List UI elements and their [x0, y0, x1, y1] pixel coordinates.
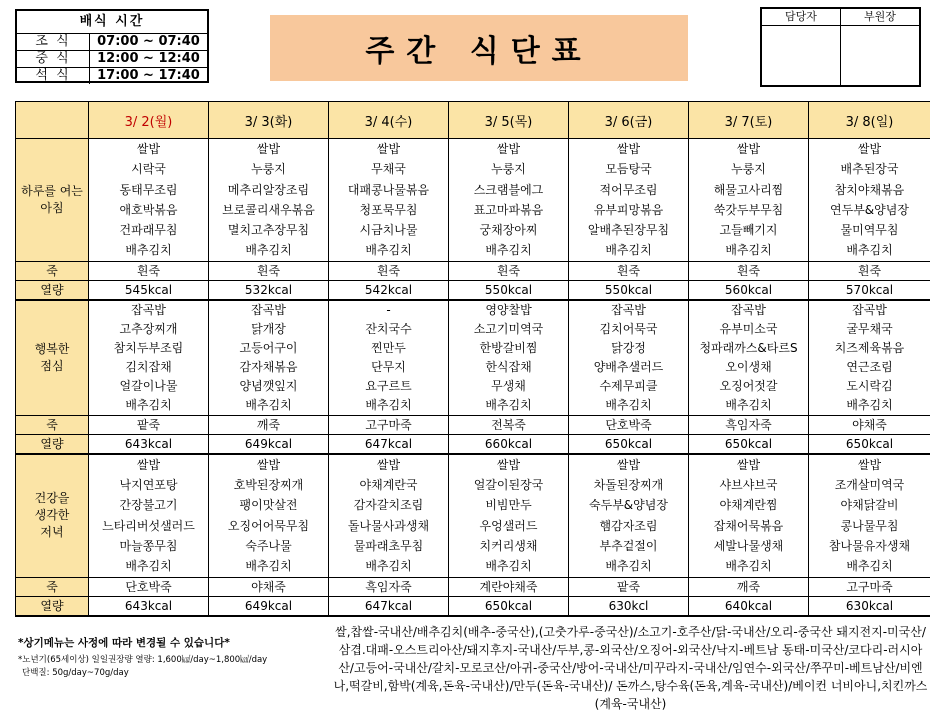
menu-item: 치커리생채 — [449, 536, 568, 556]
protein-info: 단백질: 50g/day~70g/day — [18, 667, 338, 680]
porridge-cell: 야채죽 — [809, 415, 930, 434]
meal-time-value: 12:00 ~ 12:40 — [90, 51, 207, 67]
calorie-cell: 630kcal — [809, 596, 930, 616]
porridge-cell: 전복죽 — [449, 415, 569, 434]
menu-item: 누룽지 — [449, 159, 568, 179]
menu-item: 요구르트 — [329, 377, 448, 396]
lunch-calorie-row — [16, 434, 930, 454]
menu-item: 단무지 — [329, 358, 448, 377]
menu-item: 배추김치 — [809, 556, 930, 576]
menu-item: 쌀밥 — [569, 139, 688, 159]
menu-item: 호박된장찌개 — [209, 475, 328, 495]
dinner-menu-row — [16, 454, 930, 577]
menu-item: 쌀밥 — [209, 139, 328, 159]
meal-time-value: 07:00 ~ 07:40 — [90, 34, 207, 50]
change-notice: *상기메뉴는 사정에 따라 변경될 수 있습니다* — [18, 636, 338, 650]
meal-cell — [89, 454, 209, 577]
meal-cell — [809, 454, 930, 577]
calorie-label: 열량 — [16, 280, 89, 300]
menu-item: 배추김치 — [809, 240, 930, 260]
day-header: 3/ 4(수) — [329, 102, 449, 139]
porridge-cell: 흰죽 — [569, 261, 689, 280]
meal-time-name: 석 식 — [17, 68, 90, 84]
menu-item: 쑥갓두부무침 — [689, 200, 808, 220]
porridge-cell: 야채죽 — [209, 577, 329, 596]
menu-item: 배추김치 — [569, 556, 688, 576]
menu-item: 굴무채국 — [809, 320, 930, 339]
porridge-cell: 단호박죽 — [569, 415, 689, 434]
menu-item: 멸치고추장무침 — [209, 220, 328, 240]
menu-item: 한식잡채 — [449, 358, 568, 377]
calorie-label: 열량 — [16, 596, 89, 616]
menu-item: 메추리알장조림 — [209, 180, 328, 200]
menu-item: 배추김치 — [449, 396, 568, 415]
menu-item: 무채국 — [329, 159, 448, 179]
menu-item: 쌀밥 — [89, 139, 208, 159]
menu-item: 치즈제육볶음 — [809, 339, 930, 358]
menu-item: 배추김치 — [569, 396, 688, 415]
meal-time-title: 배식 시간 — [17, 11, 207, 34]
meal-cell — [449, 300, 569, 416]
menu-item: 잡곡밥 — [569, 301, 688, 320]
menu-item: 야채계란찜 — [689, 495, 808, 515]
menu-item: 우엉샐러드 — [449, 516, 568, 536]
calorie-cell: 643kcal — [89, 596, 209, 616]
menu-item: 콩나물무침 — [809, 516, 930, 536]
lunch-porridge-row — [16, 415, 930, 434]
meal-cell — [89, 300, 209, 416]
menu-item: 오이생채 — [689, 358, 808, 377]
menu-item: 시금치나물 — [329, 220, 448, 240]
menu-item: 배추김치 — [809, 396, 930, 415]
calorie-cell: 560kcal — [689, 280, 809, 300]
origin-info: 쌀,찹쌀-국내산/배추김치(배추-중국산),(고춧가루-중국산)/소고기-호주산/닭-국내산/오리-중국산 돼지전지-미국산/삼겹.대패-오스트리아산/돼지후지-국내산/두부,콩-외국산/오징어-외국산/낙지-베트남 동태-미국산/코다리-러시아산/고등어-국내산/갈치-모로코산/아귀-중국산/방어-국내산/미꾸라지-국내산/임연수-외국산/쭈꾸미-베트남산/비엔나,떡갈비,함박(계육,돈육-국내산)/만두(돈육-국내산)/ 돈까스,탕수육(돈육,계육-국내산)/베이컨 너비아니,치킨까스(계육-국내산) — [333, 623, 928, 713]
meal-cell — [329, 300, 449, 416]
meal-cell — [809, 139, 930, 262]
menu-item: 세발나물생채 — [689, 536, 808, 556]
calorie-cell: 643kcal — [89, 434, 209, 454]
meal-cell — [569, 300, 689, 416]
breakfast-porridge-row — [16, 261, 930, 280]
menu-item: 닭강정 — [569, 339, 688, 358]
meal-time-value: 17:00 ~ 17:40 — [90, 68, 207, 84]
calorie-cell: 649kcal — [209, 596, 329, 616]
menu-item: 오징어젓갈 — [689, 377, 808, 396]
breakfast-section-label: 하루를 여는 아침 — [16, 139, 89, 262]
menu-item: 연두부&양념장 — [809, 200, 930, 220]
breakfast-menu-row — [16, 139, 930, 262]
day-header: 3/ 7(토) — [689, 102, 809, 139]
meal-time-name: 중 식 — [17, 51, 90, 67]
meal-cell — [809, 300, 930, 416]
menu-item: 브로콜리새우볶음 — [209, 200, 328, 220]
porridge-cell: 흑임자죽 — [329, 577, 449, 596]
menu-item: 찐만두 — [329, 339, 448, 358]
menu-item: 배추김치 — [89, 556, 208, 576]
menu-item: 누룽지 — [209, 159, 328, 179]
menu-item: 쌀밥 — [209, 455, 328, 475]
calorie-cell: 647kcal — [329, 434, 449, 454]
menu-item: 숙주나물 — [209, 536, 328, 556]
menu-item: 배추된장국 — [809, 159, 930, 179]
meal-cell — [209, 139, 329, 262]
menu-item: 김치어묵국 — [569, 320, 688, 339]
menu-item: 고들빼기지 — [689, 220, 808, 240]
menu-item: 숙두부&양념장 — [569, 495, 688, 515]
porridge-cell: 팥죽 — [569, 577, 689, 596]
porridge-cell: 흰죽 — [329, 261, 449, 280]
menu-item: 고추장찌개 — [89, 320, 208, 339]
menu-item: 스크램블에그 — [449, 180, 568, 200]
menu-item: 팽이맛살전 — [209, 495, 328, 515]
menu-item: 배추김치 — [89, 240, 208, 260]
menu-item: 잡곡밥 — [209, 301, 328, 320]
meal-cell — [569, 139, 689, 262]
menu-item: 마늘쫑무침 — [89, 536, 208, 556]
meal-cell — [449, 139, 569, 262]
menu-item: 비빔만두 — [449, 495, 568, 515]
day-header: 3/ 5(목) — [449, 102, 569, 139]
calorie-cell: 545kcal — [89, 280, 209, 300]
porridge-cell: 흰죽 — [89, 261, 209, 280]
menu-item: 해물고사리찜 — [689, 180, 808, 200]
menu-item: 물파래초무침 — [329, 536, 448, 556]
menu-item: 잡곡밥 — [89, 301, 208, 320]
menu-item: 배추김치 — [689, 396, 808, 415]
menu-item: 쌀밥 — [569, 455, 688, 475]
menu-item: 영양찰밥 — [449, 301, 568, 320]
menu-item: 쌀밥 — [329, 139, 448, 159]
menu-item: 청포묵무침 — [329, 200, 448, 220]
menu-item: 알배추된장무침 — [569, 220, 688, 240]
approval-vice-director-label: 부원장 — [841, 9, 919, 26]
menu-item: 배추김치 — [449, 556, 568, 576]
menu-item: 쌀밥 — [689, 139, 808, 159]
day-header: 3/ 2(월) — [89, 102, 209, 139]
menu-item: 대패콩나물볶음 — [329, 180, 448, 200]
porridge-cell: 흰죽 — [689, 261, 809, 280]
menu-item: 시락국 — [89, 159, 208, 179]
meal-cell — [209, 454, 329, 577]
menu-item: 배추김치 — [569, 240, 688, 260]
menu-item: 유부미소국 — [689, 320, 808, 339]
day-header: 3/ 6(금) — [569, 102, 689, 139]
weekly-menu-table — [15, 101, 930, 617]
menu-item: 무생채 — [449, 377, 568, 396]
approval-vice-director-column — [841, 9, 919, 85]
calorie-cell: 647kcal — [329, 596, 449, 616]
menu-item: 배추김치 — [209, 556, 328, 576]
menu-item: 물미역무침 — [809, 220, 930, 240]
menu-item: 햄감자조림 — [569, 516, 688, 536]
calorie-cell: 649kcal — [209, 434, 329, 454]
menu-item: 한방갈비찜 — [449, 339, 568, 358]
menu-item: 김치잡채 — [89, 358, 208, 377]
calorie-cell: 630kcl — [569, 596, 689, 616]
menu-item: 간장불고기 — [89, 495, 208, 515]
menu-item: 참나물유자생채 — [809, 536, 930, 556]
menu-item: 양배추샐러드 — [569, 358, 688, 377]
menu-item: 조개살미역국 — [809, 475, 930, 495]
meal-cell — [89, 139, 209, 262]
meal-cell — [329, 139, 449, 262]
meal-cell — [209, 300, 329, 416]
menu-item: 참치두부조림 — [89, 339, 208, 358]
porridge-cell: 팥죽 — [89, 415, 209, 434]
menu-item: 쌀밥 — [329, 455, 448, 475]
menu-item: 야채닭갈비 — [809, 495, 930, 515]
calorie-label: 열량 — [16, 434, 89, 454]
porridge-label: 죽 — [16, 415, 89, 434]
day-header: 3/ 8(일) — [809, 102, 930, 139]
menu-item: 청파래까스&타르S — [689, 339, 808, 358]
porridge-cell: 단호박죽 — [89, 577, 209, 596]
calorie-cell: 640kcal — [689, 596, 809, 616]
menu-item: 연근조림 — [809, 358, 930, 377]
lunch-menu-row — [16, 300, 930, 416]
porridge-label: 죽 — [16, 261, 89, 280]
calorie-cell: 650kcal — [689, 434, 809, 454]
meal-cell — [689, 300, 809, 416]
meal-cell — [689, 454, 809, 577]
notes-block — [18, 636, 338, 680]
menu-item: 야채계란국 — [329, 475, 448, 495]
menu-item: 쌀밥 — [689, 455, 808, 475]
meal-cell — [449, 454, 569, 577]
menu-item: 적어무조림 — [569, 180, 688, 200]
menu-item: 쌀밥 — [809, 139, 930, 159]
menu-item: 샤브샤브국 — [689, 475, 808, 495]
day-header-row — [16, 102, 930, 139]
porridge-cell: 고구마죽 — [809, 577, 930, 596]
menu-item: 감자갈치조림 — [329, 495, 448, 515]
menu-item: 느타리버섯샐러드 — [89, 516, 208, 536]
menu-item: 유부피망볶음 — [569, 200, 688, 220]
porridge-label: 죽 — [16, 577, 89, 596]
approval-manager-label: 담당자 — [762, 9, 840, 26]
breakfast-calorie-row — [16, 280, 930, 300]
porridge-cell: 흰죽 — [809, 261, 930, 280]
menu-item: 배추김치 — [209, 396, 328, 415]
menu-item: 모듬탕국 — [569, 159, 688, 179]
calorie-cell: 550kcal — [569, 280, 689, 300]
porridge-cell: 흑임자죽 — [689, 415, 809, 434]
meal-cell — [329, 454, 449, 577]
menu-item: 쌀밥 — [809, 455, 930, 475]
menu-item: 잡곡밥 — [689, 301, 808, 320]
calorie-cell: 650kcal — [449, 596, 569, 616]
calorie-cell: 570kcal — [809, 280, 930, 300]
menu-item: 잡채어묵볶음 — [689, 516, 808, 536]
porridge-cell: 흰죽 — [449, 261, 569, 280]
menu-item: 배추김치 — [449, 240, 568, 260]
calorie-cell: 650kcal — [569, 434, 689, 454]
meal-cell — [689, 139, 809, 262]
menu-item: 건파래무침 — [89, 220, 208, 240]
menu-item: 배추김치 — [689, 240, 808, 260]
approval-manager-column — [762, 9, 841, 85]
calorie-info: *노년기(65세이상) 일일권장량 열량: 1,600㎉/day~1,800㎉/day — [18, 654, 338, 667]
menu-item: 차돌된장찌개 — [569, 475, 688, 495]
calorie-cell: 660kcal — [449, 434, 569, 454]
page-title: 주간 식단표 — [270, 15, 688, 81]
meal-time-box — [15, 9, 209, 83]
menu-item: 잔치국수 — [329, 320, 448, 339]
calorie-cell: 650kcal — [809, 434, 930, 454]
menu-item: 양념깻잎지 — [209, 377, 328, 396]
dinner-calorie-row — [16, 596, 930, 616]
porridge-cell: 계란야채죽 — [449, 577, 569, 596]
porridge-cell: 깨죽 — [209, 415, 329, 434]
day-header: 3/ 3(화) — [209, 102, 329, 139]
meal-time-row-breakfast — [17, 34, 207, 51]
calorie-cell: 542kcal — [329, 280, 449, 300]
menu-item: 도시락김 — [809, 377, 930, 396]
meal-time-row-lunch — [17, 51, 207, 68]
menu-item: 배추김치 — [209, 240, 328, 260]
menu-item: 누룽지 — [689, 159, 808, 179]
menu-item: 고등어구이 — [209, 339, 328, 358]
menu-item: 표고마파볶음 — [449, 200, 568, 220]
menu-item: 닭개장 — [209, 320, 328, 339]
menu-item: 쌀밥 — [89, 455, 208, 475]
menu-item: 배추김치 — [689, 556, 808, 576]
menu-item: 쌀밥 — [449, 455, 568, 475]
approval-box — [760, 7, 921, 87]
menu-item: 배추김치 — [329, 556, 448, 576]
menu-item: 얼갈이나물 — [89, 377, 208, 396]
menu-item: - — [329, 301, 448, 320]
meal-cell — [569, 454, 689, 577]
menu-item: 오징어어묵무침 — [209, 516, 328, 536]
menu-item: 얼갈이된장국 — [449, 475, 568, 495]
porridge-cell: 흰죽 — [209, 261, 329, 280]
menu-item: 동태무조림 — [89, 180, 208, 200]
menu-item: 배추김치 — [329, 396, 448, 415]
meal-time-name: 조 식 — [17, 34, 90, 50]
corner-cell — [16, 102, 89, 139]
menu-item: 소고기미역국 — [449, 320, 568, 339]
menu-item: 돌나물사과생채 — [329, 516, 448, 536]
calorie-cell: 532kcal — [209, 280, 329, 300]
menu-item: 궁채장아찌 — [449, 220, 568, 240]
menu-item: 애호박볶음 — [89, 200, 208, 220]
dinner-section-label: 건강을 생각한 저녁 — [16, 454, 89, 577]
menu-item: 수제무피클 — [569, 377, 688, 396]
menu-item: 쌀밥 — [449, 139, 568, 159]
menu-item: 배추김치 — [89, 396, 208, 415]
menu-item: 낙지연포탕 — [89, 475, 208, 495]
calorie-cell: 550kcal — [449, 280, 569, 300]
dinner-porridge-row — [16, 577, 930, 596]
lunch-section-label: 행복한 점심 — [16, 300, 89, 416]
meal-time-row-dinner — [17, 68, 207, 84]
porridge-cell: 고구마죽 — [329, 415, 449, 434]
menu-item: 감자채볶음 — [209, 358, 328, 377]
menu-item: 배추김치 — [329, 240, 448, 260]
menu-item: 참치야채볶음 — [809, 180, 930, 200]
menu-item: 부추겉절이 — [569, 536, 688, 556]
menu-item: 잡곡밥 — [809, 301, 930, 320]
porridge-cell: 깨죽 — [689, 577, 809, 596]
